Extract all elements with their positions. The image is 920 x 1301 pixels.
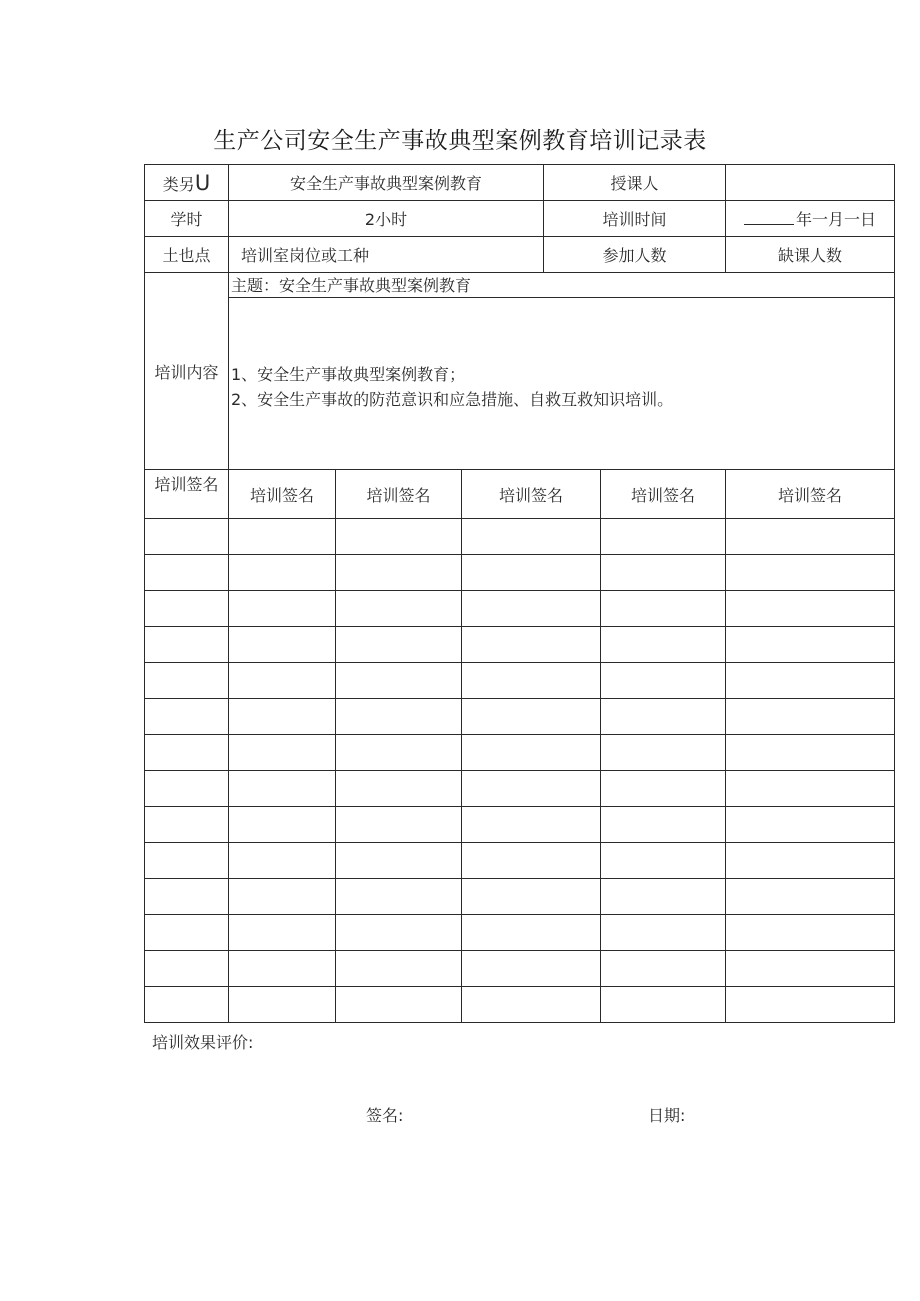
- signature-label: 培训签名: [145, 470, 229, 519]
- signature-row: [145, 519, 895, 555]
- signature-cell[interactable]: [229, 519, 336, 555]
- signature-cell[interactable]: [726, 735, 895, 771]
- signature-cell[interactable]: [601, 627, 726, 663]
- signature-cell[interactable]: [229, 951, 336, 987]
- signature-cell[interactable]: [601, 987, 726, 1023]
- row-place: [145, 237, 895, 273]
- signature-cell[interactable]: [336, 915, 462, 951]
- signature-cell[interactable]: [229, 843, 336, 879]
- place-label: 土也点: [145, 237, 229, 273]
- signature-cell[interactable]: [726, 987, 895, 1023]
- signature-row: [145, 591, 895, 627]
- content-line-1: 1、安全生产事故典型案例教育；: [231, 365, 466, 384]
- signature-row-label-cell[interactable]: [145, 735, 229, 771]
- signature-cell[interactable]: [336, 699, 462, 735]
- signature-cell[interactable]: [336, 987, 462, 1023]
- signature-cell[interactable]: [336, 555, 462, 591]
- signature-cell[interactable]: [336, 591, 462, 627]
- signature-cell[interactable]: [601, 735, 726, 771]
- content-body[interactable]: [229, 298, 895, 470]
- signature-cell[interactable]: [462, 555, 601, 591]
- signature-cell[interactable]: [726, 591, 895, 627]
- signature-cell[interactable]: [229, 771, 336, 807]
- signature-row-label-cell[interactable]: [145, 699, 229, 735]
- signature-cell[interactable]: [726, 951, 895, 987]
- signature-row: [145, 735, 895, 771]
- signature-cell[interactable]: [462, 663, 601, 699]
- category-label: 类另: [162, 174, 195, 194]
- content-label: 培训内容: [145, 273, 229, 470]
- signature-cell[interactable]: [462, 699, 601, 735]
- signature-cell[interactable]: [726, 663, 895, 699]
- signature-cell[interactable]: [336, 735, 462, 771]
- signature-cell[interactable]: [462, 519, 601, 555]
- absent-label: 缺课人数: [726, 237, 895, 273]
- signature-row-label-cell[interactable]: [145, 519, 229, 555]
- signature-cell[interactable]: [462, 735, 601, 771]
- signature-row: [145, 663, 895, 699]
- signature-cell[interactable]: [726, 519, 895, 555]
- sign-label: 签名:: [366, 1106, 404, 1125]
- signature-cell[interactable]: [229, 879, 336, 915]
- signature-cell[interactable]: [336, 951, 462, 987]
- signature-cell[interactable]: [601, 663, 726, 699]
- signature-row: [145, 987, 895, 1023]
- signature-row-label-cell[interactable]: [145, 555, 229, 591]
- signature-cell[interactable]: [336, 663, 462, 699]
- signature-cell[interactable]: [726, 915, 895, 951]
- signature-row: [145, 627, 895, 663]
- signature-row-label-cell[interactable]: [145, 807, 229, 843]
- time-value-cell[interactable]: [726, 201, 895, 237]
- signature-row-label-cell[interactable]: [145, 879, 229, 915]
- signature-row: [145, 951, 895, 987]
- signature-cell[interactable]: [726, 627, 895, 663]
- place-value[interactable]: 培训室岗位或工种: [229, 237, 544, 273]
- signature-cell[interactable]: [229, 627, 336, 663]
- signature-row-label-cell[interactable]: [145, 987, 229, 1023]
- signature-cell[interactable]: [229, 807, 336, 843]
- signature-row: [145, 771, 895, 807]
- signature-cell[interactable]: [229, 735, 336, 771]
- content-topic[interactable]: 主题：安全生产事故典型案例教育: [229, 273, 895, 298]
- hours-label: 学时: [145, 201, 229, 237]
- signature-cell[interactable]: [336, 771, 462, 807]
- signature-cell[interactable]: [601, 519, 726, 555]
- signature-row-label-cell[interactable]: [145, 771, 229, 807]
- signature-row-label-cell[interactable]: [145, 915, 229, 951]
- signature-cell[interactable]: [336, 843, 462, 879]
- evaluation-label: 培训效果评价:: [152, 1033, 254, 1052]
- signature-row: [145, 915, 895, 951]
- signature-row-label-cell[interactable]: [145, 627, 229, 663]
- signature-cell[interactable]: [726, 699, 895, 735]
- attendees-label: 参加人数: [544, 237, 726, 273]
- time-label: 培训时间: [544, 201, 726, 237]
- signature-cell[interactable]: [462, 771, 601, 807]
- signature-cell[interactable]: [462, 987, 601, 1023]
- signature-cell[interactable]: [601, 879, 726, 915]
- hours-value[interactable]: 2小时: [229, 201, 544, 237]
- signature-cell[interactable]: [601, 555, 726, 591]
- signature-column-header: 培训签名: [601, 470, 726, 519]
- signature-row: [145, 699, 895, 735]
- signature-cell[interactable]: [229, 591, 336, 627]
- signature-cell[interactable]: [462, 807, 601, 843]
- signature-cell[interactable]: [229, 987, 336, 1023]
- signature-cell[interactable]: [601, 771, 726, 807]
- signature-cell[interactable]: [336, 807, 462, 843]
- category-value[interactable]: 安全生产事故典型案例教育: [229, 165, 544, 201]
- signature-cell[interactable]: [229, 699, 336, 735]
- signature-column-header: 培训签名: [336, 470, 462, 519]
- content-line-2: 2、安全生产事故的防范意识和应急措施、自救互救知识培训。: [231, 390, 674, 409]
- signature-column-header: 培训签名: [229, 470, 336, 519]
- training-record-table: [144, 164, 895, 1023]
- signature-cell[interactable]: [229, 555, 336, 591]
- signature-cell[interactable]: [726, 843, 895, 879]
- signature-cell[interactable]: [462, 879, 601, 915]
- date-label: 日期:: [648, 1106, 686, 1125]
- form-title: 生产公司安全生产事故典型案例教育培训记录表: [213, 128, 707, 154]
- signature-cell[interactable]: [462, 591, 601, 627]
- signature-row: [145, 807, 895, 843]
- signature-cell[interactable]: [601, 915, 726, 951]
- teacher-label: 授课人: [544, 165, 726, 201]
- row-content-topic: [145, 273, 895, 298]
- signature-cell[interactable]: [726, 807, 895, 843]
- signature-cell[interactable]: [601, 699, 726, 735]
- signature-row: [145, 879, 895, 915]
- year-blank: [744, 210, 794, 225]
- signature-row-label-cell[interactable]: [145, 591, 229, 627]
- signature-row-label-cell[interactable]: [145, 663, 229, 699]
- signature-row-label-cell[interactable]: [145, 951, 229, 987]
- signature-column-header: 培训签名: [462, 470, 601, 519]
- row-signature-header: [145, 470, 895, 519]
- row-hours: [145, 201, 895, 237]
- signature-row: [145, 555, 895, 591]
- row-content-body: [145, 298, 895, 470]
- signature-cell[interactable]: [336, 627, 462, 663]
- signature-cell[interactable]: [726, 771, 895, 807]
- signature-cell[interactable]: [462, 843, 601, 879]
- signature-cell[interactable]: [601, 951, 726, 987]
- signature-cell[interactable]: [601, 591, 726, 627]
- signature-cell[interactable]: [462, 915, 601, 951]
- category-mark: U: [194, 170, 211, 195]
- teacher-value[interactable]: [726, 165, 895, 201]
- signature-cell[interactable]: [336, 879, 462, 915]
- signature-cell[interactable]: [726, 879, 895, 915]
- signature-row: [145, 843, 895, 879]
- category-label-cell: [145, 165, 229, 201]
- row-category: [145, 165, 895, 201]
- signature-cell[interactable]: [601, 843, 726, 879]
- time-value: 年一月一日: [796, 210, 877, 229]
- signature-cell[interactable]: [601, 807, 726, 843]
- signature-cell[interactable]: [462, 627, 601, 663]
- signature-cell[interactable]: [229, 915, 336, 951]
- signature-cell[interactable]: [726, 555, 895, 591]
- signature-row-label-cell[interactable]: [145, 843, 229, 879]
- signature-cell[interactable]: [462, 951, 601, 987]
- signature-cell[interactable]: [336, 519, 462, 555]
- signature-column-header: 培训签名: [726, 470, 895, 519]
- signature-cell[interactable]: [229, 663, 336, 699]
